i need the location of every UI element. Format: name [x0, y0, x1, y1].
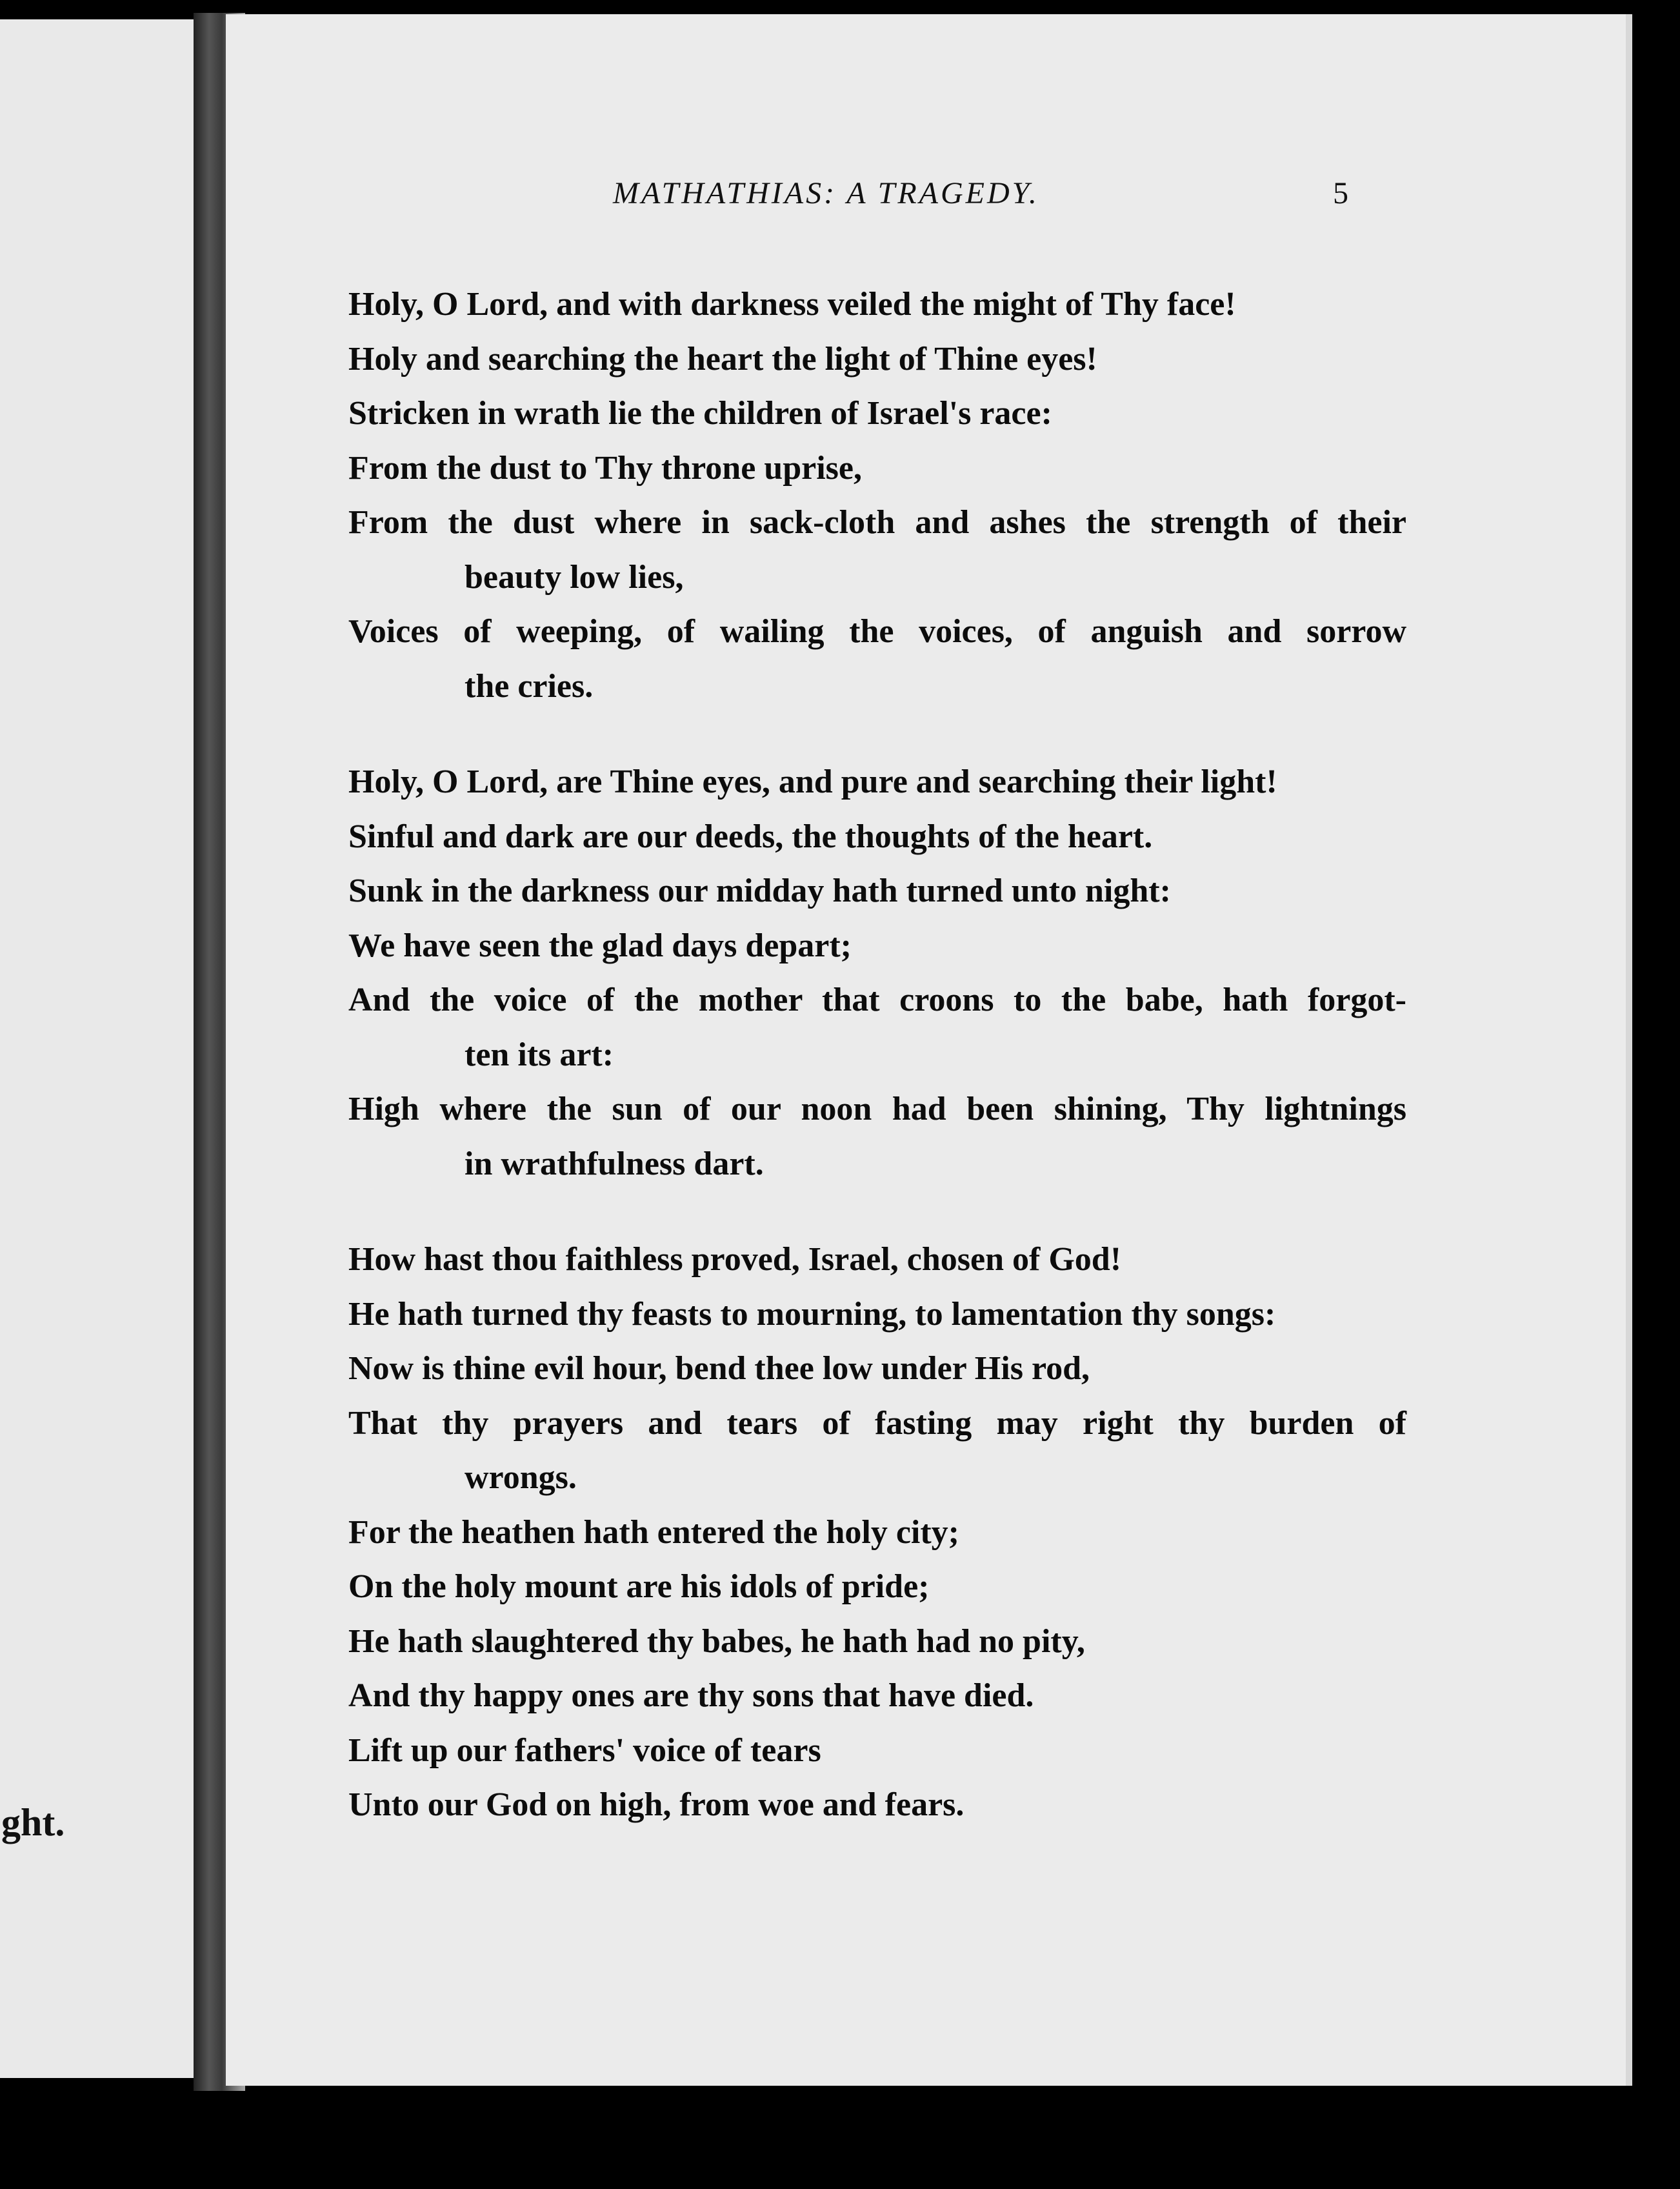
verse-line: Holy, O Lord, and with darkness veiled the might of Thy face! — [348, 286, 1236, 323]
verse-line: For the heathen hath entered the holy city; — [348, 1513, 959, 1551]
running-head-title: MATHATHIAS: A TRAGEDY. — [613, 176, 1039, 210]
verse-line: And the voice of the mother that croons to the babe, hath forgot- — [348, 982, 1406, 1018]
verse-line-continuation: beauty low lies, — [465, 558, 684, 596]
verse-line-continuation: the cries. — [465, 667, 594, 705]
verse-line: Sunk in the darkness our midday hath turned unto night: — [348, 873, 1171, 909]
verse-line: Lift up our fathers' voice of tears — [348, 1731, 821, 1769]
verse-line: From the dust where in sack-cloth and ashes the strength of their — [348, 504, 1406, 541]
running-head — [406, 176, 1348, 211]
verse-line: Stricken in wrath lie the children of Israel's race: — [348, 395, 1052, 432]
poem-body — [348, 277, 1406, 1874]
stanza — [348, 277, 1406, 714]
verse-line: That thy prayers and tears of fasting may right thy burden of — [348, 1404, 1406, 1442]
verse-line-continuation: in wrathfulness dart. — [465, 1145, 764, 1182]
verse-line: He hath turned thy feasts to mourning, to lamentation thy songs: — [348, 1295, 1276, 1333]
verse-line-continuation: ten its art: — [465, 1036, 614, 1073]
verse-line: Sinful and dark are our deeds, the thoughts of the heart. — [348, 818, 1153, 855]
verse-line: Holy and searching the heart the light of Thine eyes! — [348, 340, 1097, 378]
verse-line-continuation: wrongs. — [465, 1459, 577, 1496]
verse-line: How hast thou faithless proved, Israel, chosen of God! — [348, 1241, 1122, 1278]
verse-line: Now is thine evil hour, bend thee low under His rod, — [348, 1350, 1090, 1387]
facing-page-text-fragment: ght. — [1, 1801, 65, 1844]
verse-line: On the holy mount are his idols of pride; — [348, 1568, 930, 1605]
verse-line: High where the sun of our noon had been shining, Thy lightnings — [348, 1091, 1406, 1127]
verse-line: We have seen the glad days depart; — [348, 927, 852, 964]
verse-line: Voices of weeping, of wailing the voices, of anguish and sorrow — [348, 613, 1406, 650]
verse-line: He hath slaughtered thy babes, he hath had no pity, — [348, 1622, 1085, 1660]
facing-page — [0, 19, 205, 2078]
stanza — [348, 755, 1406, 1191]
verse-line: And thy happy ones are thy sons that have died. — [348, 1677, 1034, 1714]
stanza — [348, 1233, 1406, 1833]
verse-line: Holy, O Lord, are Thine eyes, and pure and searching their light! — [348, 763, 1277, 800]
page-number: 5 — [1333, 176, 1348, 210]
verse-line: From the dust to Thy throne uprise, — [348, 449, 862, 487]
verse-line: Unto our God on high, from woe and fears. — [348, 1786, 965, 1823]
